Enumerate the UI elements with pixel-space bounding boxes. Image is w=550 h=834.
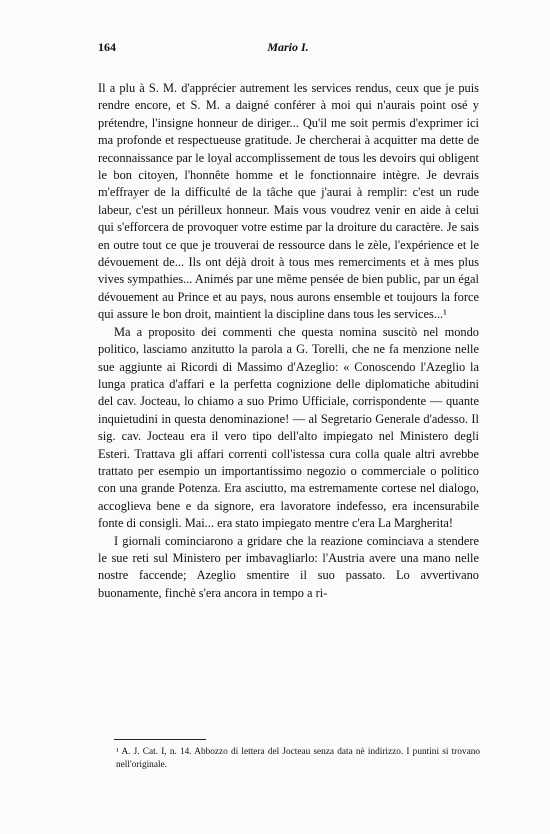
footnote-divider bbox=[114, 739, 206, 740]
paragraph-torelli: Ma a proposito dei commenti che questa nomina suscitò nel mondo politico, lasciamo anzitutto la parola a G. Torelli, che ne fa menzione nelle sue aggiunte ai Ricordi di Massimo d'Azeglio: « Conoscendo l'Azeglio la lunga pratica d'affari e la perfetta cognizione delle diplomatiche abitudini del cav. Jocteau, lo chiamo a suo Primo Ufficiale, corrispondente — quante inquietudini in questa denominazione! — al Segretario Generale d'adesso. Il sig. cav. Jocteau era il vero tipo dell'alto impiegato nel Ministero degli Esteri. Trattava gli affari correnti coll'istessa cura colla quale altri avrebbe trattato per esempio un importantissimo negozio o commerciale o politico con una grande Potenza. Era asciutto, ma estremamente cortese nel dialogo, accoglieva bene e da signore, era lavoratore indefesso, era incensurabile fonte di consigli. Mai... era stato impiegato mentre c'era La Margherita! bbox=[98, 324, 479, 531]
page-header bbox=[98, 40, 478, 56]
footnote: ¹ A. J. Cat. I, n. 14. Abbozzo di lettera del Jocteau senza data nè indirizzo. I puntini si trovano nell'originale. bbox=[116, 747, 480, 770]
body-text bbox=[98, 80, 479, 602]
page-number: 164 bbox=[98, 40, 116, 54]
paragraph-giornali: I giornali cominciarono a gridare che la reazione cominciava a stendere le sue reti sul Ministero per imbavagliarlo: l'Austria avere una mano nelle nostre faccende; Azeglio smentire il suo passato. Lo avvertivano buonamente, finchè s'era ancora in tempo a ri- bbox=[98, 533, 479, 600]
running-title: Mario I. bbox=[267, 40, 309, 54]
paragraph-french-quote: Il a plu à S. M. d'apprécier autrement les services rendus, ceux que je puis rendre encore, et S. M. a daigné conférer à moi qui n'aurais point osé y prétendre, l'insigne honneur de diriger... Qu'il me soit permis d'exprimer ici ma profonde et respectueuse gratitude. Je chercherai à acquitter ma dette de reconnaissance par le loyal accomplissement de tous les devoirs qui obligent le bon citoyen, l'honnête homme et le fonctionnaire intègre. Je devrais m'effrayer de la difficulté de la tâche que j'aurai à remplir: c'est un rude labeur, c'est un périlleux honneur. Mais vous voudrez venir en aide à celui qui s'efforcera de provoquer votre estime par la droiture du caractère. Je sais en outre tout ce que je trouverai de ressource dans le zèle, l'expérience et le dévouement de... Ils ont déjà droit à tous mes remerciments et à mes plus vives sympathies... Animés par une même pensée de bien public, par un égal dévouement au Prince et au pays, nous aurons ensemble et toujours la force qui assure le bon droit, maintient la discipline dans tous les services...¹ bbox=[98, 81, 479, 322]
